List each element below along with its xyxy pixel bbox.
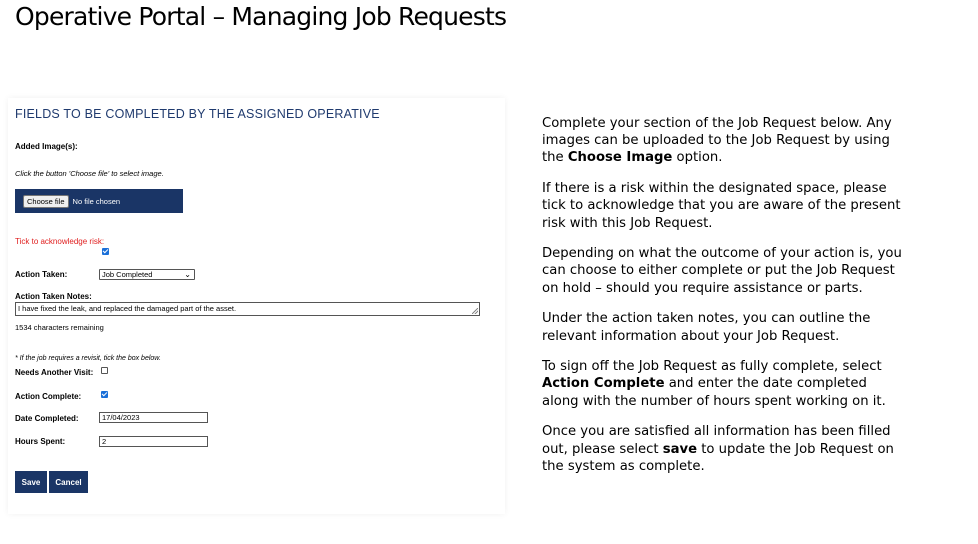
needs-visit-checkbox[interactable] bbox=[101, 367, 108, 374]
form-heading: FIELDS TO BE COMPLETED BY THE ASSIGNED OPERATIVE bbox=[15, 107, 380, 121]
slide-title: Operative Portal – Managing Job Requests bbox=[15, 2, 507, 31]
action-taken-label: Action Taken: bbox=[15, 270, 68, 279]
hours-spent-input[interactable]: 2 bbox=[99, 436, 208, 447]
chevron-down-icon: ⌄ bbox=[184, 270, 191, 279]
instructions-panel bbox=[542, 115, 902, 488]
action-notes-textarea[interactable] bbox=[15, 302, 480, 316]
action-notes-value: I have fixed the leak, and replaced the damaged part of the asset. bbox=[18, 304, 237, 313]
file-status-text: No file chosen bbox=[72, 196, 121, 206]
resize-grip-icon[interactable] bbox=[472, 308, 478, 314]
instruction-notes: Under the action taken notes, you can outline the relevant information about your Job Request. bbox=[542, 311, 871, 344]
instruction-save: Once you are satisfied all information has been filled out, please select save to update the Job Request on the system as complete. bbox=[542, 424, 894, 474]
date-completed-input[interactable]: 17/04/2023 bbox=[99, 412, 208, 423]
save-button[interactable]: Save bbox=[15, 471, 47, 493]
instruction-sign-off: To sign off the Job Request as fully complete, select Action Complete and enter the date completed along with the number of hours spent working on it. bbox=[542, 359, 886, 409]
risk-acknowledge-label: Tick to acknowledge risk: bbox=[15, 237, 105, 246]
revisit-hint: * If the job requires a revisit, tick the box below. bbox=[15, 355, 161, 362]
action-notes-label: Action Taken Notes: bbox=[15, 292, 92, 301]
cancel-button[interactable]: Cancel bbox=[49, 471, 88, 493]
chars-remaining-text: 1534 characters remaining bbox=[15, 323, 104, 332]
action-taken-select[interactable] bbox=[99, 269, 195, 280]
action-taken-value: Job Completed bbox=[102, 270, 153, 279]
needs-visit-label: Needs Another Visit: bbox=[15, 368, 94, 377]
instruction-outcome: Depending on what the outcome of your action is, you can choose to either complete or put the Job Request on hold – should you require assistance or parts. bbox=[542, 246, 902, 296]
file-upload-field bbox=[15, 189, 183, 213]
date-completed-label: Date Completed: bbox=[15, 414, 79, 423]
choose-file-hint: Click the button 'Choose file' to select image. bbox=[15, 169, 164, 178]
choose-file-button[interactable]: Choose file bbox=[23, 195, 69, 208]
instruction-upload: Complete your section of the Job Request below. Any images can be uploaded to the Job Request by using the Choose Image option. bbox=[542, 116, 892, 166]
action-complete-label: Action Complete: bbox=[15, 392, 82, 401]
hours-spent-label: Hours Spent: bbox=[15, 437, 66, 446]
instruction-risk: If there is a risk within the designated space, please tick to acknowledge that you are aware of the present risk with this Job Request. bbox=[542, 181, 901, 231]
risk-acknowledge-checkbox[interactable] bbox=[102, 248, 109, 255]
action-complete-checkbox[interactable] bbox=[101, 391, 108, 398]
added-images-label: Added Image(s): bbox=[15, 142, 78, 151]
